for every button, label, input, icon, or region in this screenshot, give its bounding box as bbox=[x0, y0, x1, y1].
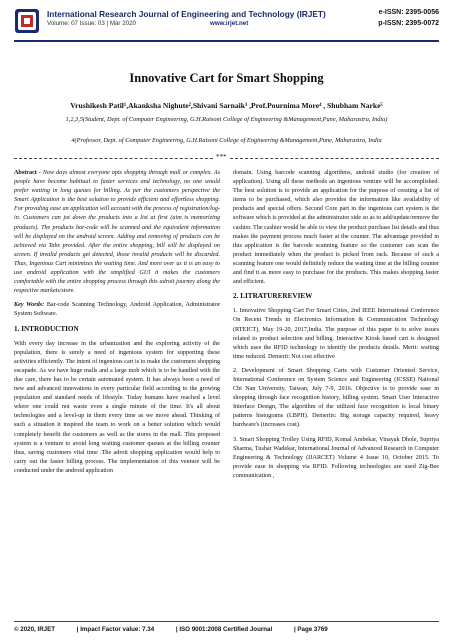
keywords-label: Key Words: bbox=[14, 302, 45, 309]
review-item-1: 1. Innovative Shopping Cart For Smart Cities, 2nd IEEE International Conference On Recent Trends in Electronics Information & Communication Technology (RTEICT), May 19-20, 2017,India. The purpose of this paper is to solve issues related to product selection and billing. Interactive Kiosk based cart is designed which uses the RFID technology to identify the products details. Merit: waiting time reduced. Demerit: Not cost effective bbox=[233, 308, 439, 360]
journal-website[interactable]: www.irjet.net bbox=[210, 20, 249, 27]
section-divider bbox=[14, 153, 439, 164]
divider-stars: *** bbox=[216, 153, 227, 161]
review-item-3: 3. Smart Shopping Trolley Using RFID, Komal Ambekar, Vinayak Dhole, Supriya Sharma, Tushar Wadekar, International Journal of Advanced Research in Computer Engineering & Technology (IJARCET) Volume 4 Issue 10, October 2015. To provide ease in shopping via RFID. Following technologies are used Zig-Bee communication , bbox=[233, 436, 439, 479]
affiliation-students: 1,2,3,5(Student, Dept. of Computer Engineering, G.H.Raisoni College of Engineering &Management,Pune, Maharastra, India) bbox=[65, 116, 388, 123]
footer-impact-factor: | Impact Factor value: 7.34 bbox=[76, 626, 155, 633]
footer-copyright: © 2020, IRJET bbox=[14, 626, 56, 633]
intro-paragraph-right: domain. Using barcode scanning algorithms, android studio (for creation of application). Using all these methods an ingenious venture will be accomplished. The best solution is to provide an application for the purpose of creating a list of items to be purchased, which also provides the information like availability of products and special offers. Second Core part in the ingenious cart system is the software which is provided at the administrator side so as to add/update/remove the cashier. The cashier would be able to view the product purchase list details and thus makes the payment process much faster at the counter. The advantage provided in this application is the barcode scanning feature so the customer can scan the product immediately when the product is picked from rack. Because of such a scanning feature one would definitely reduce the waiting time at the billing counter and find it as more easy to purchase for the products. This makes shopping faster and efficient. bbox=[233, 170, 439, 286]
pissn: p-ISSN: 2395-0072 bbox=[378, 20, 439, 27]
abstract-label: Abstract - bbox=[14, 170, 41, 176]
eissn: e-ISSN: 2395-0056 bbox=[378, 9, 439, 16]
journal-name: International Research Journal of Engineering and Technology (IRJET) bbox=[47, 9, 326, 19]
volume-issue: Volume: 07 Issue: 03 | Mar 2020 bbox=[47, 20, 136, 27]
paper-title: Innovative Cart for Smart Shopping bbox=[129, 71, 324, 85]
affiliation-professor: 4(Professor, Dept. of Computer Engineering, G.H.Raisoni College of Engineering &Management,Pune, Maharastra, India bbox=[71, 137, 382, 144]
keywords-paragraph bbox=[14, 301, 220, 319]
review-item-2: 2. Development of Smart Shopping Carts with Customer Oriented Service, International Conference on System Science and Engineering (ICSSE) National Chi Nan University, Taiwan, July 7-9, 2016. Objective is to provide ease in shopping through face recognition history, billing system. Smart User Interactive Interface Design, The algorithm of the utilized face recognition is local binary patterns histograms (LBPH). Demerits: Big storage capacity required, heavy hardware's (increases cost). bbox=[233, 367, 439, 429]
left-column bbox=[14, 169, 220, 481]
author-list: Vrushikesh Patil¹,Akanksha Nighute²,Shivani Sarnaik³ ,Prof.Pournima More⁴ , Shubham Narke⁵ bbox=[70, 101, 383, 110]
footer-page-number: | Page 3769 bbox=[293, 626, 328, 633]
intro-paragraph-left: With every day increase in the urbanization and the exploring activity of the population, there is surely a need of ingenious system for supporting these activities efficiently. The intent of ingenious cart is to make the customers shopping escapade. As we have huge malls and a large mob which is to be handled with the due care, there has to be certain automated system. It has always been a need of new and advanced innovations in every particular field according to the growing population and standard needs of lifestyle. Today humans have reached a level where one could not waste even a single minute of the time. It's all about technologies and a level-up in them every time as we move ahead. Thinking of such a situation it inspired the team to work on a better solution which would completely benefit the customers as well as the stores in the mall. This proposed system is a venture to avoid long waiting customer queues at the billing counter thus, saving customers vital time .The adroit shopping application would help to carry out the faster billing process. The implementation of this venture will be conducted under the android application bbox=[14, 340, 220, 474]
abstract-text: Now days almost everyone opts shopping through mall or complex. As people have become habitual to faster services and technology, no one would prefer waiting in long queues for billing. As per the customers perspective the Smart Application is the best solution to provide efficient and effortless shopping. For providing ease an application will account with the process of registration/log- in. Customers can jot down the products into a list at first (aim is memorizing products). The products bar-code will be scanned and the equivalent information will be displayed on the android screen. Adding and removing of products can be achieved via Tabs provided. After the entire shopping, bill will be displayed on screen. If invalid products get detected, those invalid products will be discarded. Thus, Ingenious Cart minimizes the waiting time. And more over as it is an easy to use android application with the simplified GUI it makes the customers comfortable with the entire shopping process through this adroit journey along the respective markets/store. bbox=[14, 170, 220, 295]
keywords-text: Bar-code Scanning Technology, Android Application, Administrator System Software. bbox=[14, 302, 220, 318]
abstract-paragraph bbox=[14, 169, 220, 296]
journal-header bbox=[14, 8, 439, 38]
right-column bbox=[233, 169, 439, 486]
footer-rule bbox=[14, 621, 439, 622]
footer-iso: | ISO 9001:2008 Certified Journal bbox=[175, 626, 273, 633]
irjet-logo bbox=[14, 8, 40, 34]
intro-heading: 1. INTRODUCTION bbox=[14, 324, 79, 333]
page-footer bbox=[14, 626, 439, 633]
header-rule bbox=[14, 40, 439, 42]
review-heading: 2. LITRATUREREVIEW bbox=[233, 292, 313, 301]
